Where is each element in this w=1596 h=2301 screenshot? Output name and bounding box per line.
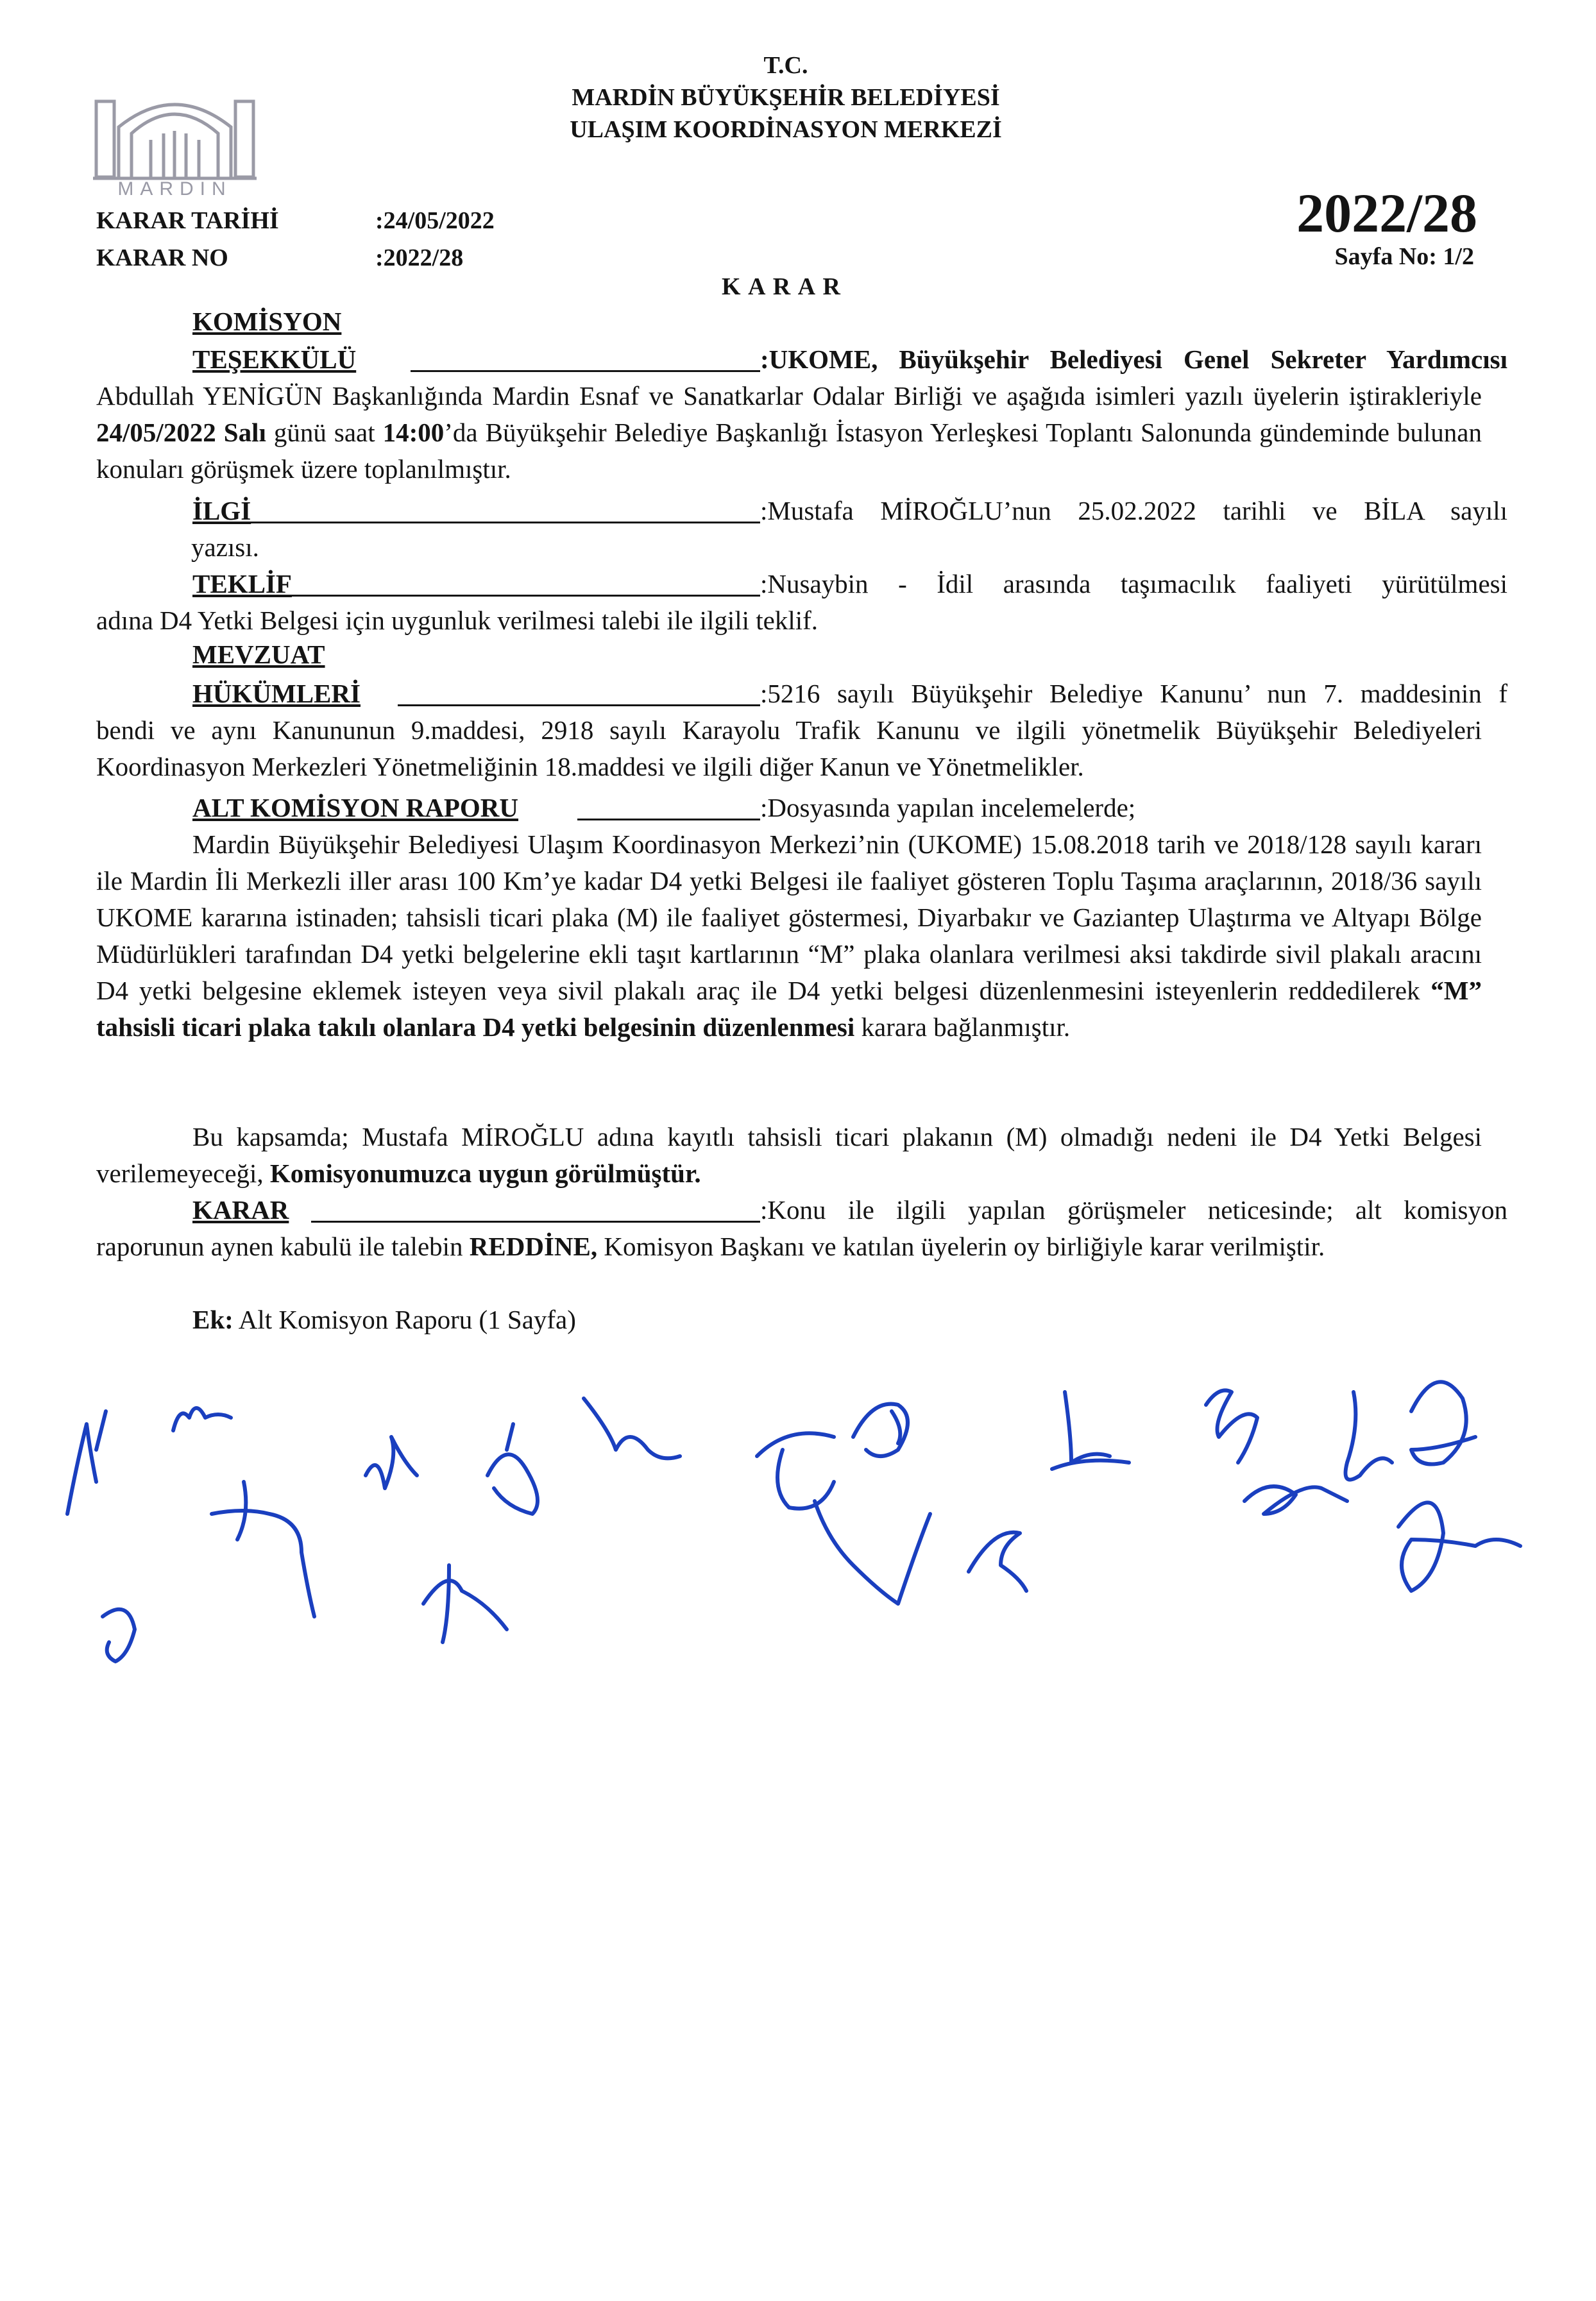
karar-tarihi-label: KARAR TARİHİ <box>96 207 279 234</box>
komisyon-first-line: :UKOME, Büyükşehir Belediyesi Genel Sekreter Yardımcısı <box>760 344 1507 374</box>
komisyon-label: KOMİSYON <box>192 307 342 336</box>
mevzuat-rest: bendi ve aynı Kanununun 9.maddesi, 2918 sayılı Karayolu Trafik Kanunu ve ilgili yönetmelik Büyükşehir Belediyeleri Koordinasyon Merkezleri Yönetmeliğinin 18.maddesi ve ilgili diğer Kanun ve Yönetmelikler. <box>96 715 1482 781</box>
mevzuat-label: MEVZUAT <box>192 640 325 669</box>
signature-11 <box>815 1501 930 1604</box>
teklif-rest: adına D4 Yetki Belgesi için uygunluk verilmesi talebi ile ilgili teklif. <box>96 606 819 635</box>
signature-4 <box>103 1609 135 1661</box>
alt-komisyon-leader-line <box>577 819 760 820</box>
document-title: K A R A R <box>722 273 842 300</box>
ilgi-label: İLGİ <box>192 496 251 525</box>
signature-2 <box>173 1408 231 1431</box>
signature-1 <box>67 1411 106 1514</box>
alt-komisyon-paragraph: Mardin Büyükşehir Belediyesi Ulaşım Koordinasyon Merkezi’nin (UKOME) 15.08.2018 tarih ve 2018/128 sayılı kararı ile Mardin İli Merkezli iller arası 100 Km’ye kadar D4 yetki Belgesi ile faaliyet gösteren Toplu Taşıma araçlarının, 2018/36 sayılı UKOME kararına istinaden; tahsisli ticari plaka (M) ile faaliyet göstermesi, Diyarbakır ve Gaziantep Ulaştırma ve Altyapı Bölge Müdürlükleri tarafından D4 yetki belgelerine ekli taşıt kartlarının “M” plaka olanlara verilmesi aksi takdirde sivil plakalı aracını D4 yetki belgesine eklemek isteyen veya sivil plakalı araç ile D4 yetki belgesi düzenlenmesini isteyenlerin reddedilerek “M” tahsisli ticari plaka takılı olanlara D4 yetki belgesinin düzenlenmesi karara bağlanmıştır. <box>96 829 1482 1042</box>
karar-rest: raporunun aynen kabulü ile talebin REDDİNE, Komisyon Başkanı ve katılan üyelerin oy birliğiyle karar verilmiştir. <box>96 1232 1325 1261</box>
signature-8 <box>584 1398 680 1458</box>
signature-3 <box>212 1482 314 1617</box>
header-tc: T.C. <box>763 52 808 79</box>
member-signatures <box>0 1321 1596 1719</box>
mevzuat-leader-line <box>398 704 760 706</box>
ilgi-rest: yazısı. <box>191 532 259 562</box>
decision-number-large: 2022/28 <box>1296 182 1477 244</box>
ilgi-first-line: :Mustafa MİROĞLU’nun 25.02.2022 tarihli ve BİLA sayılı <box>760 496 1507 525</box>
signature-17 <box>1244 1486 1347 1514</box>
mevzuat-first-line: :5216 sayılı Büyükşehir Belediye Kanunu’ nun 7. maddesinin f <box>760 679 1507 708</box>
komisyon-leader-line <box>411 370 760 372</box>
signature-13 <box>1052 1392 1129 1469</box>
signature-16 <box>1411 1382 1475 1464</box>
tesekkulu-label: TEŞEKKÜLÜ <box>192 344 357 374</box>
ek-line: Ek: Alt Komisyon Raporu (1 Sayfa) <box>192 1305 576 1334</box>
municipality-logo <box>93 89 257 201</box>
karar-label: KARAR <box>192 1195 289 1225</box>
karar-no-label: KARAR NO <box>96 244 228 271</box>
signature-9 <box>757 1433 834 1508</box>
hukumleri-label: HÜKÜMLERİ <box>192 679 361 708</box>
signature-7 <box>423 1565 507 1642</box>
signature-14 <box>1206 1391 1257 1463</box>
signature-10 <box>853 1404 908 1456</box>
signature-18 <box>1398 1502 1520 1591</box>
signature-6 <box>488 1424 538 1514</box>
karar-no-value: :2022/28 <box>375 244 464 271</box>
header-municipality: MARDİN BÜYÜKŞEHİR BELEDİYESİ <box>572 84 1000 111</box>
header-center: ULAŞIM KOORDİNASYON MERKEZİ <box>570 116 1002 143</box>
karar-first-line: :Konu ile ilgili yapılan görüşmeler neticesinde; alt komisyon <box>760 1195 1507 1225</box>
kapsam-paragraph: Bu kapsamda; Mustafa MİROĞLU adına kayıtlı tahsisli ticari plakanın (M) olmadığı nedeni ile D4 Yetki Belgesi verilemeyeceği, Komisyonumuzca uygun görülmüştür. <box>96 1122 1482 1188</box>
komisyon-paragraph: Abdullah YENİGÜN Başkanlığında Mardin Esnaf ve Sanatkarlar Odalar Birliği ve aşağıda isimleri yazılı üyelerin iştirakleriyle 24/05/2022 Salı günü saat 14:00’da Büyükşehir Belediye Başkanlığı İstasyon Yerleşkesi Toplantı Salonunda gündeminde bulunan konuları görüşmek üzere toplanılmıştır. <box>96 381 1482 484</box>
logo-text: MARDİN <box>117 178 232 200</box>
page-number: Sayfa No: 1/2 <box>1334 243 1474 270</box>
alt-komisyon-first-line: :Dosyasında yapılan incelemelerde; <box>760 793 1136 822</box>
ilgi-leader-line <box>250 522 760 523</box>
signature-12 <box>969 1533 1026 1591</box>
karar-leader-line <box>311 1221 760 1223</box>
karar-tarihi-value: :24/05/2022 <box>375 207 495 234</box>
teklif-leader-line <box>289 595 760 597</box>
alt-komisyon-label: ALT KOMİSYON RAPORU <box>192 793 519 822</box>
signature-15 <box>1346 1392 1393 1480</box>
teklif-first-line: :Nusaybin - İdil arasında taşımacılık faaliyeti yürütülmesi <box>760 569 1507 599</box>
teklif-label: TEKLİF <box>192 569 292 599</box>
signature-5 <box>366 1437 417 1488</box>
